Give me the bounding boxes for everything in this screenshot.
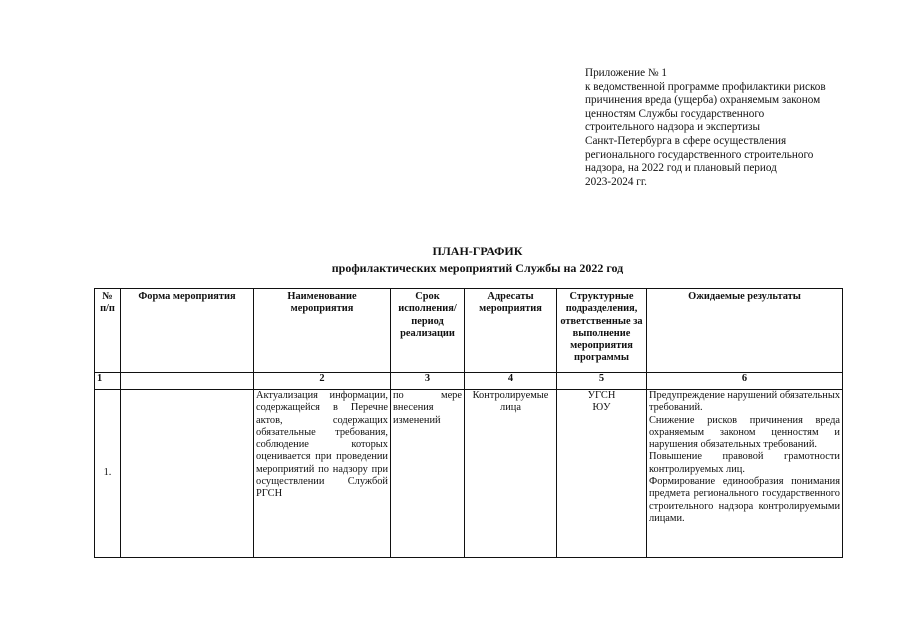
appendix-line: строительного надзора и экспертизы (585, 121, 760, 134)
result-item: Повышение правовой грамотности контролируемых лиц. (649, 451, 840, 475)
header-row (95, 289, 843, 373)
header-units: Структурные подразделения, ответственные за выполнение мероприятия программы (557, 289, 647, 373)
row-results (647, 390, 843, 558)
header-name: Наименование мероприятия (254, 289, 391, 373)
col-number: 4 (465, 373, 557, 390)
appendix-line: ценностям Службы государственного (585, 107, 765, 120)
column-number-row (95, 373, 843, 390)
appendix-line: 2023-2024 гг. (585, 175, 647, 188)
header-addressees: Адресаты мероприятия (465, 289, 557, 373)
table-row (95, 390, 843, 558)
appendix-line: регионального государственного строительного (585, 148, 814, 161)
row-units (557, 390, 647, 558)
col-number: 6 (647, 373, 843, 390)
appendix-line: к ведомственной программе профилактики рисков (585, 80, 826, 93)
appendix-note (585, 67, 885, 189)
title-line-1: ПЛАН-ГРАФИК (432, 244, 523, 258)
row-addressees: Контролируемые лица (465, 390, 557, 558)
header-results: Ожидаемые результаты (647, 289, 843, 373)
appendix-line: надзора, на 2022 год и плановый период (585, 162, 777, 175)
title-line-2: профилактических мероприятий Службы на 2022 год (331, 261, 624, 275)
plan-table (94, 288, 843, 558)
appendix-line: Приложение № 1 (585, 67, 667, 79)
unit-name: УГСН (587, 390, 616, 401)
col-number: 1 (95, 373, 121, 390)
row-number: 1. (95, 390, 121, 558)
header-term: Срок исполнения/ период реализации (391, 289, 465, 373)
result-item: Формирование единообразия понимания предмета регионального государственного строительного надзора контролируемыми лицами. (649, 476, 840, 524)
appendix-line: Санкт-Петербурга в сфере осуществления (585, 134, 787, 147)
row-form (121, 390, 254, 558)
col-number: 3 (391, 373, 465, 390)
col-number: 5 (557, 373, 647, 390)
appendix-line: причинения вреда (ущерба) охраняемым законом (585, 94, 821, 107)
unit-name: ЮУ (592, 402, 611, 414)
col-number: 2 (254, 373, 391, 390)
header-num: № п/п (95, 289, 121, 373)
row-term: по мере внесения изменений (391, 390, 465, 558)
header-form: Форма мероприятия (121, 289, 254, 373)
result-item: Снижение рисков причинения вреда охраняемым законом ценностям и нарушения обязательных требований. (649, 414, 840, 451)
row-name: Актуализация информации, содержащейся в Перечне актов, содержащих обязательные требования, соблюдение которых оценивается при проведении мероприятий по надзору при осуществлении Службой РГСН (254, 390, 391, 558)
col-number (121, 373, 254, 390)
result-item: Предупреждение нарушений обязательных требований. (649, 390, 841, 414)
